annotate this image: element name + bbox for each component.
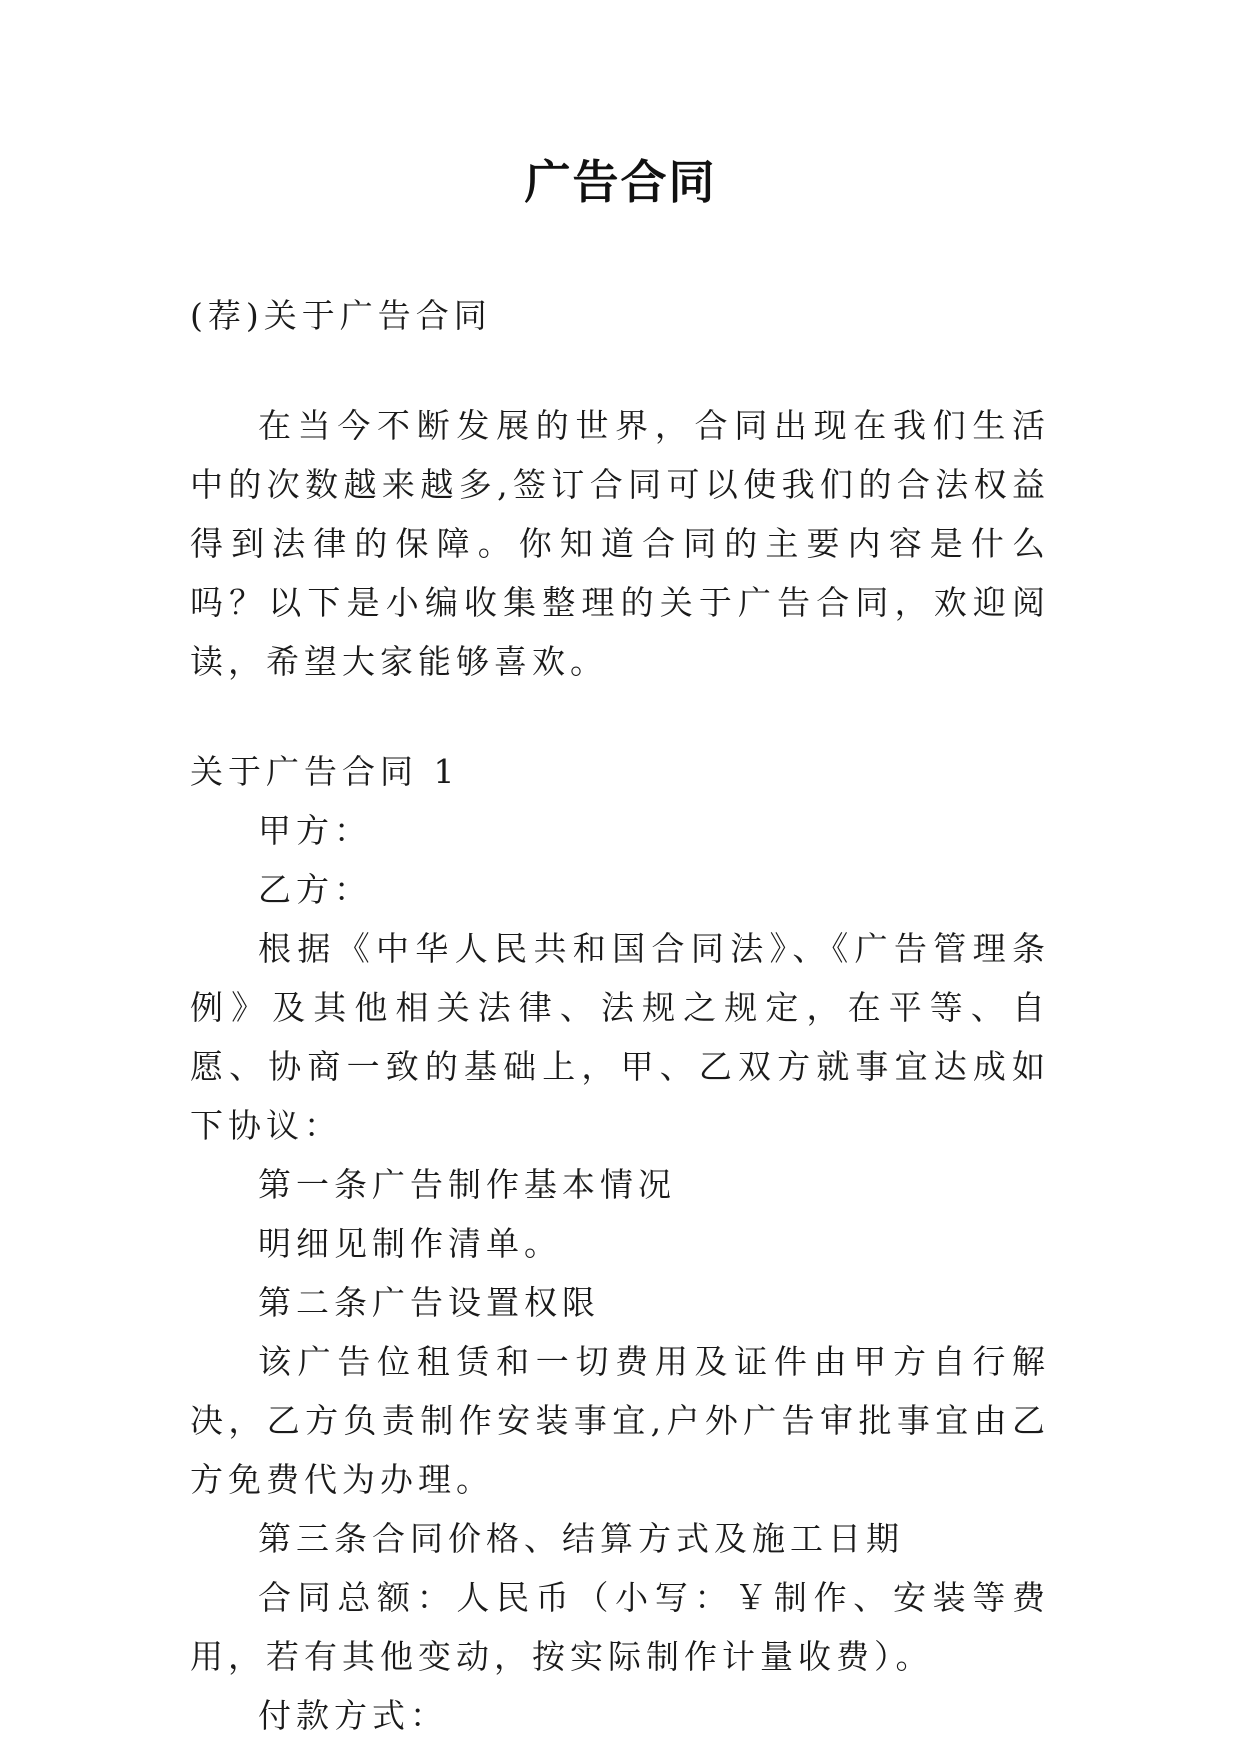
document-title: 广告合同 [524,155,717,209]
article-2-title: 第二条广告设置权限 [258,1283,600,1322]
article-3-total: 合同总额：人民币（小写：￥制作、安装等费用，若有其他变动，按实际制作计量收费）。 [190,1578,1050,1676]
party-a-line: 甲方： [258,811,372,850]
document-body [190,286,1050,1745]
intro-paragraph: 在当今不断发展的世界，合同出现在我们生活中的次数越来越多,签订合同可以使我们的合法权益得到法律的保障。你知道合同的主要内容是什么吗？以下是小编收集整理的关于广告合同，欢迎阅读，希望大家能够喜欢。 [190,406,1050,681]
document-subtitle: (荐)关于广告合同 [190,296,492,335]
section-heading: 关于广告合同 1 [190,752,460,791]
preamble-paragraph: 根据《中华人民共和国合同法》、《广告管理条例》及其他相关法律、法规之规定，在平等、自愿、协商一致的基础上，甲、乙双方就事宜达成如下协议： [190,929,1050,1145]
party-b-line: 乙方： [258,870,372,909]
article-1-title: 第一条广告制作基本情况 [258,1165,676,1204]
article-2-body: 该广告位租赁和一切费用及证件由甲方自行解决，乙方负责制作安装事宜,户外广告审批事宜由乙方免费代为办理。 [190,1342,1050,1499]
article-1-body: 明细见制作清单。 [258,1224,562,1263]
payment-method-line: 付款方式： [258,1696,448,1735]
article-3-title: 第三条合同价格、结算方式及施工日期 [258,1519,904,1558]
